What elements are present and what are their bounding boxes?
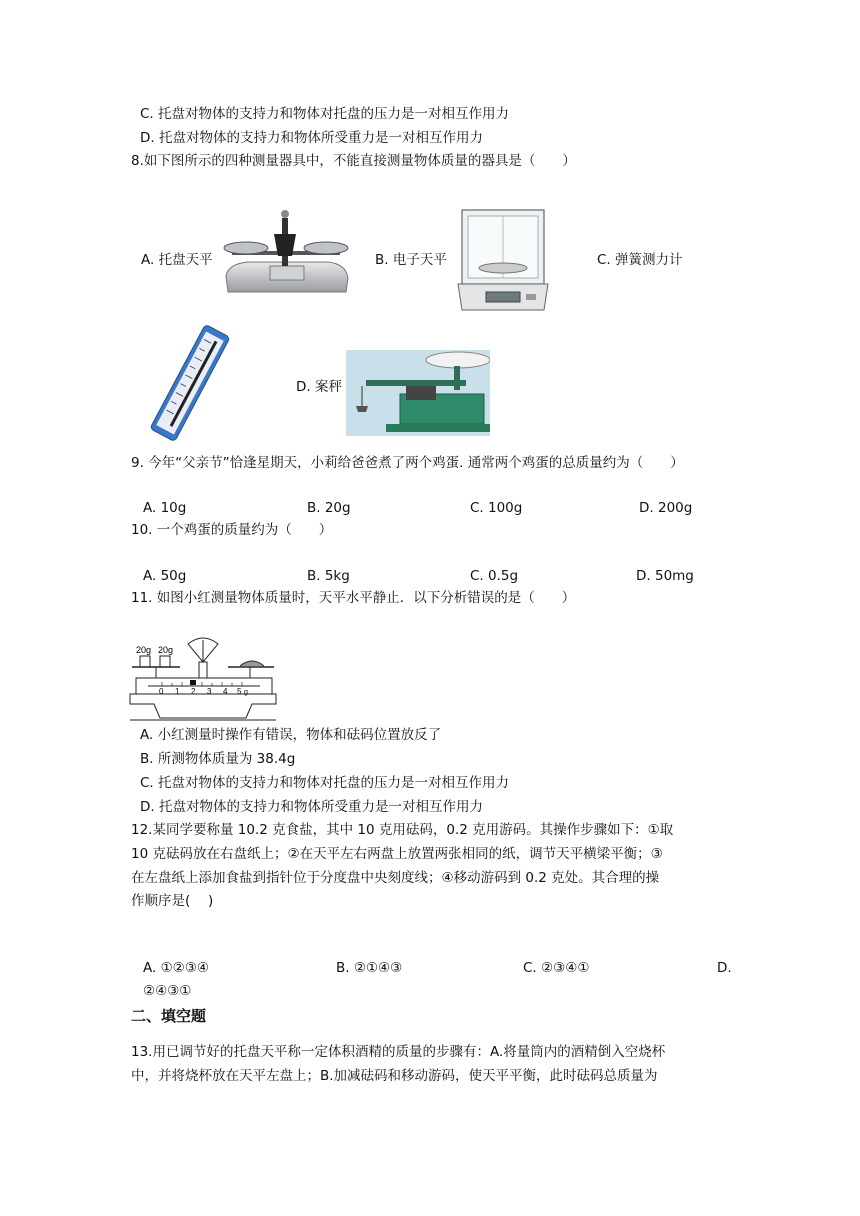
tick-label: 0 bbox=[159, 687, 164, 696]
q8-option-a: A. 托盘天平 bbox=[141, 252, 213, 268]
q10-stem: 10. 一个鸡蛋的质量约为（ ） bbox=[131, 522, 333, 538]
q12-option-d-label: D. bbox=[717, 960, 732, 976]
q10-option-d: D. 50mg bbox=[636, 568, 694, 584]
q9-option-a: A. 10g bbox=[143, 500, 187, 516]
spring-scale-image bbox=[140, 322, 240, 444]
q9-option-d: D. 200g bbox=[639, 500, 693, 516]
q12-stem-line1: 12.某同学要称量 10.2 克食盐，其中 10 克用砝码，0.2 克用游码。其操作步骤如下：①取 bbox=[131, 822, 674, 838]
q7-option-d: D. 托盘对物体的支持力和物体所受重力是一对相互作用力 bbox=[140, 130, 483, 146]
q13-stem-line1: 13.用已调节好的托盘天平称一定体积酒精的质量的步骤有：A.将量筒内的酒精倒入空烧杯 bbox=[131, 1044, 666, 1060]
q8-stem: 8.如下图所示的四种测量器具中，不能直接测量物体质量的器具是（ ） bbox=[131, 153, 576, 169]
unit-label: g bbox=[244, 689, 248, 696]
q13-stem-line2: 中，并将烧杯放在天平左盘上；B.加减砝码和移动游码，使天平平衡，此时砝码总质量为 bbox=[131, 1068, 658, 1084]
tick-label: 4 bbox=[223, 687, 228, 696]
tick-label: 5 bbox=[237, 687, 242, 696]
tick-label: 2 bbox=[191, 687, 196, 696]
q10-option-a: A. 50g bbox=[143, 568, 187, 584]
weight-label-2: 20g bbox=[158, 645, 174, 655]
q11-stem: 11. 如图小红测量物体质量时，天平水平静止．以下分析错误的是（ ） bbox=[131, 590, 576, 606]
platform-scale-image bbox=[346, 350, 490, 436]
q8-option-d: D. 案秤 bbox=[296, 379, 342, 395]
q10-option-c: C. 0.5g bbox=[470, 568, 519, 584]
q7-option-c: C. 托盘对物体的支持力和物体对托盘的压力是一对相互作用力 bbox=[140, 106, 510, 122]
q11-option-a: A. 小红测量时操作有错误，物体和砝码位置放反了 bbox=[140, 727, 442, 743]
q8-option-b: B. 电子天平 bbox=[375, 252, 447, 268]
q9-option-b: B. 20g bbox=[307, 500, 351, 516]
q12-stem-line2: 10 克砝码放在右盘纸上；②在天平左右两盘上放置两张相同的纸，调节天平横梁平衡；③ bbox=[131, 846, 663, 862]
q11-option-c: C. 托盘对物体的支持力和物体对托盘的压力是一对相互作用力 bbox=[140, 775, 510, 791]
section-heading: 二、填空题 bbox=[131, 1007, 207, 1025]
q8-option-c: C. 弹簧测力计 bbox=[597, 252, 683, 268]
q12-stem-line4: 作顺序是( ) bbox=[131, 893, 214, 909]
q9-option-c: C. 100g bbox=[470, 500, 523, 516]
weight-label-1: 20g bbox=[136, 645, 152, 655]
q12-option-d-value: ②④③① bbox=[143, 983, 192, 999]
q12-stem-line3: 在左盘纸上添加食盐到指针位于分度盘中央刻度线；④移动游码到 0.2 克处。其合理的操 bbox=[131, 870, 660, 886]
q9-stem: 9. 今年“父亲节”恰逢星期天，小莉给爸爸煮了两个鸡蛋. 通常两个鸡蛋的总质量约为（ ） bbox=[131, 455, 684, 471]
tick-label: 1 bbox=[175, 687, 180, 696]
q11-balance-diagram bbox=[128, 632, 278, 724]
q11-option-b: B. 所测物体质量为 38.4g bbox=[140, 751, 296, 767]
q12-option-c: C. ②③④① bbox=[523, 960, 590, 976]
q12-option-a: A. ①②③④ bbox=[143, 960, 209, 976]
tick-label: 3 bbox=[207, 687, 212, 696]
q12-option-b: B. ②①④③ bbox=[336, 960, 403, 976]
electronic-balance-image bbox=[454, 206, 552, 318]
tray-balance-image bbox=[218, 206, 353, 298]
q11-option-d: D. 托盘对物体的支持力和物体所受重力是一对相互作用力 bbox=[140, 799, 483, 815]
q10-option-b: B. 5kg bbox=[307, 568, 350, 584]
